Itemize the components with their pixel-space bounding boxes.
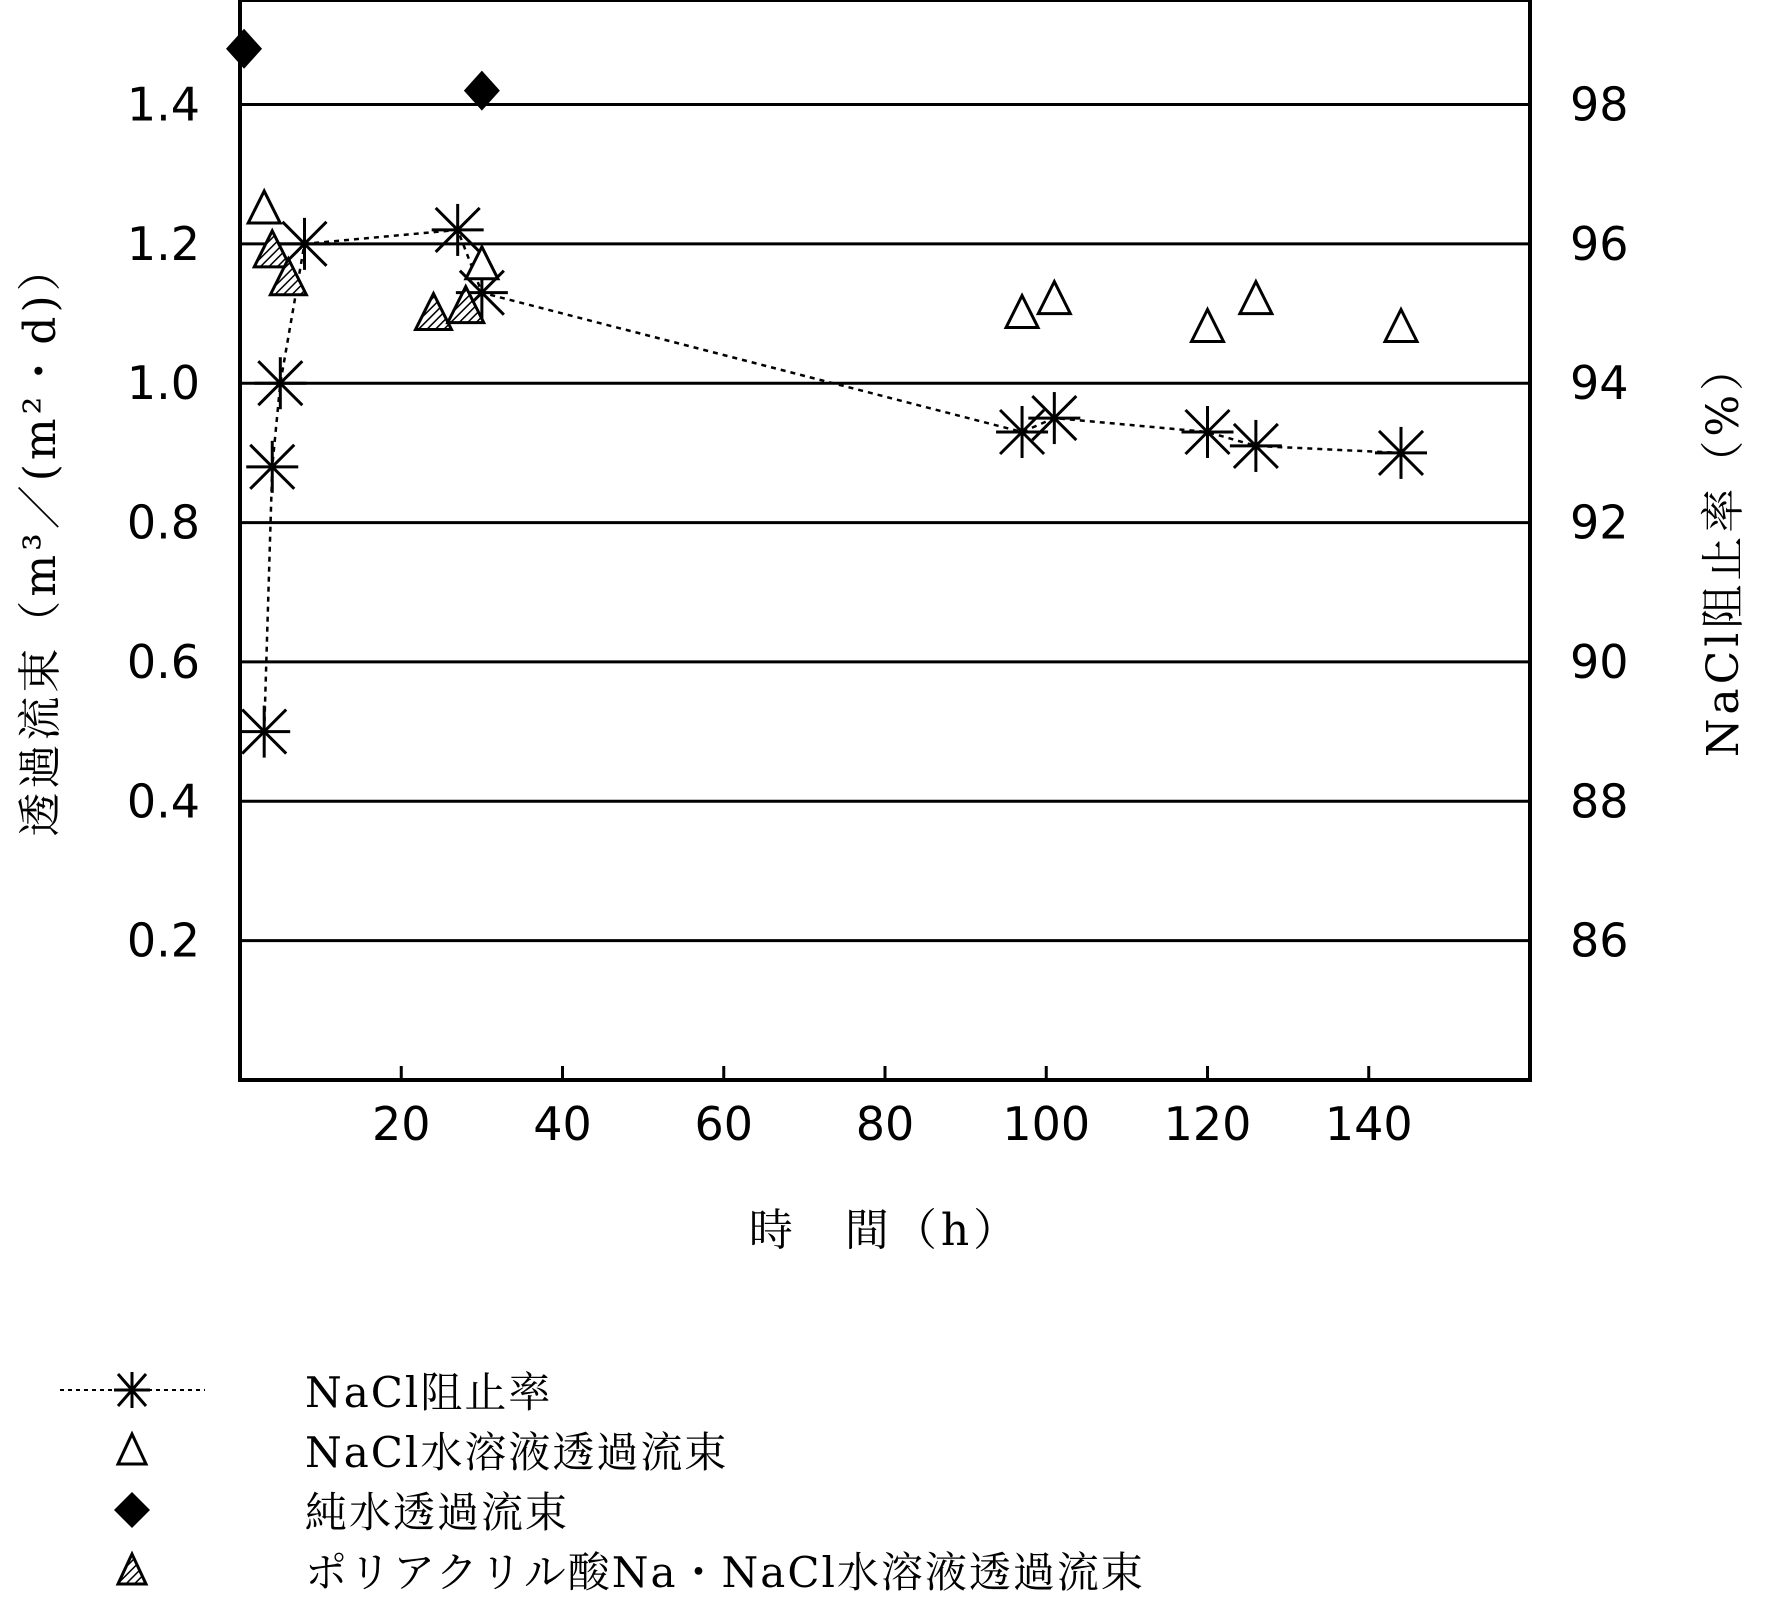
asterisk-marker (246, 441, 298, 493)
y-left-tick-label: 0.2 (126, 913, 200, 968)
x-tick-label: 80 (855, 1097, 915, 1151)
y-right-tick-label: 98 (1570, 77, 1629, 132)
y-left-tick-label: 1.4 (126, 77, 200, 132)
series-markers (226, 29, 1427, 758)
y-left-tick-label: 0.6 (126, 634, 200, 689)
legend-label: NaCl水溶液透過流束 (305, 1428, 729, 1477)
y-left-tick-label: 0.4 (126, 774, 200, 829)
x-tick-label: 140 (1324, 1097, 1413, 1151)
left-y-axis (127, 78, 200, 968)
y-left-tick-label: 1.0 (126, 356, 200, 411)
right-y-axis (1570, 78, 1629, 968)
asterisk-marker (1182, 406, 1234, 458)
plot-frame (240, 0, 1530, 1080)
asterisk-marker (254, 357, 306, 409)
open-triangle-marker (1192, 309, 1224, 341)
open-triangle-marker (1240, 282, 1272, 314)
y-left-tick-label: 1.2 (126, 216, 200, 271)
filled-diamond-icon (50, 1480, 210, 1540)
asterisk-marker (1375, 427, 1427, 479)
hatched-triangle-marker (416, 294, 452, 330)
x-tick-label: 100 (1002, 1097, 1091, 1151)
asterisk-dotted-line-icon (50, 1360, 210, 1420)
legend-label: ポリアクリル酸Na・NaCl水溶液透過流束 (305, 1548, 1145, 1597)
legend-item-nacl-rejection (50, 1360, 1550, 1420)
legend-label: NaCl阻止率 (305, 1368, 553, 1417)
open-triangle-marker (1006, 296, 1038, 328)
open-triangle-marker (1385, 309, 1417, 341)
legend-label: 純水透過流束 (305, 1488, 570, 1537)
y-right-tick-label: 86 (1570, 913, 1629, 968)
x-axis-title: 時 間（h） (748, 1205, 1022, 1256)
legend-item-nacl-solution-flux (50, 1420, 1550, 1480)
y-right-tick-label: 94 (1570, 356, 1629, 411)
y-right-tick-label: 90 (1570, 634, 1629, 689)
filled-diamond-marker (226, 29, 262, 69)
x-tick-label: 40 (533, 1097, 592, 1151)
y-right-tick-label: 88 (1570, 774, 1629, 829)
asterisk-marker (1230, 420, 1282, 472)
x-tick-label: 20 (371, 1097, 431, 1151)
hatched-triangle-marker (254, 231, 290, 267)
legend (50, 1360, 1550, 1600)
x-tick-label: 120 (1163, 1097, 1252, 1151)
y-left-tick-label: 0.8 (126, 495, 200, 550)
open-triangle-icon (50, 1420, 210, 1480)
y-right-tick-label: 92 (1570, 495, 1629, 550)
asterisk-marker (238, 706, 290, 758)
x-tick-label: 60 (694, 1097, 754, 1151)
open-triangle-marker (248, 191, 280, 223)
y-right-tick-label: 96 (1570, 216, 1629, 271)
open-triangle-marker (466, 247, 498, 279)
open-triangle-marker (1038, 282, 1070, 314)
asterisk-marker (1028, 392, 1080, 444)
asterisk-marker (432, 204, 484, 256)
right-y-axis-title: NaCl阻止率（%） (1698, 342, 1749, 758)
left-y-axis-title: 透過流束（m³／(m²・d)） (15, 243, 66, 837)
hatched-triangle-icon (50, 1540, 210, 1600)
legend-item-pure-water-flux (50, 1480, 1550, 1540)
legend-item-polyacrylate-flux (50, 1540, 1550, 1600)
